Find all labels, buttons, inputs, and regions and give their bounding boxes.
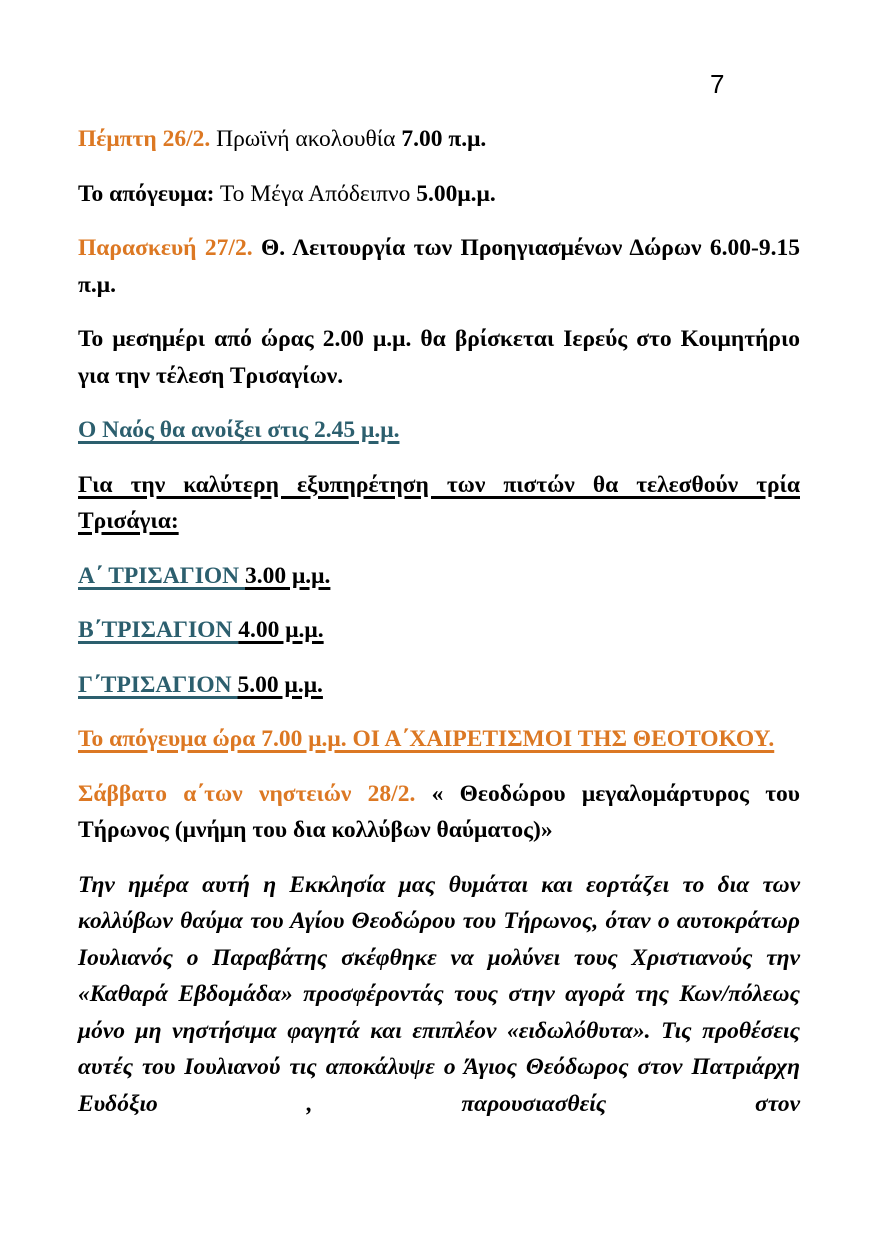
- entry-date-label: Πέμπτη 26/2.: [78, 126, 211, 152]
- document-body: [78, 121, 800, 1140]
- entry-thursday-26-2: [78, 121, 800, 158]
- page-number: 7: [710, 69, 725, 99]
- entry-time-value: 7.00 π.μ.: [401, 126, 487, 152]
- entry-text: Ο Ναός θα ανοίξει στις 2.45 μ.μ.: [78, 417, 400, 443]
- entry-time-value: 5.00μ.μ.: [416, 180, 496, 207]
- entry-text: Το απόγευμα ώρα 7.00 μ.μ. ΟΙ Α΄ΧΑΙΡΕΤΙΣΜΟΙ ΤΗΣ ΘΕΟΤΟΚΟΥ.: [78, 726, 775, 752]
- entry-service-text: Πρωϊνή ακολουθία: [210, 126, 402, 152]
- entry-text: Το μεσημέρι από ώρας 2.00 μ.μ. θα βρίσκεται Ιερεύς στο Κοιμητήριο για την τέλεση Τρισαγίων.: [78, 326, 800, 389]
- entry-date-label: Παρασκευή 27/2.: [78, 235, 253, 261]
- trisagion-label: Β΄ΤΡΙΣΑΓΙΟΝ: [78, 617, 239, 643]
- entry-salutations: [78, 721, 800, 758]
- entry-theodore-history: [78, 867, 800, 1123]
- entry-church-opening: [78, 412, 800, 449]
- trisagion-time-value: 5.00 μ.μ.: [237, 671, 323, 698]
- entry-trisagion-a: [78, 558, 800, 595]
- entry-text: Για την καλύτερη εξυπηρέτηση των πιστών θα τελεσθούν τρία Τρισάγια:: [78, 471, 800, 534]
- entry-feast-text: « Θεοδώρου μεγαλομάρτυρος του Τήρωνος (μνήμη του δια κολλύβων θαύματος)»: [78, 780, 800, 843]
- entry-text: Την ημέρα αυτή η Εκκλησία μας θυμάται και εορτάζει το δια των κολλύβων θαύμα του Αγίου Θεοδώρου του Τήρωνος, όταν ο αυτοκράτωρ Ιουλιανός ο Παραβάτης σκέφθηκε να μολύνει τους Χριστιανούς την «Καθαρά Εβδομάδα» προσφέροντάς τους στην αγορά της Κων/πόλεως μόνο μη νηστήσιμα φαγητά και επιπλέον «ειδωλόθυτα». Τις προθέσεις αυτές του Ιουλιανού τις αποκάλυψε ο Άγιος Θεόδωρος στον Πατριάρχη Ευδόξιο , παρουσιασθείς στον: [78, 871, 800, 1117]
- entry-friday-27-2: [78, 230, 800, 303]
- entry-service-text: Το Μέγα Απόδειπνο: [214, 180, 417, 207]
- trisagion-label: Γ΄ΤΡΙΣΑΓΙΟΝ: [78, 671, 238, 698]
- entry-label: Το απόγευμα:: [78, 180, 215, 207]
- entry-thursday-afternoon: [78, 176, 800, 213]
- trisagion-time-value: 4.00 μ.μ.: [238, 617, 324, 643]
- entry-friday-noon-cemetery: [78, 321, 800, 394]
- entry-trisagion-b: [78, 612, 800, 649]
- trisagion-time-value: 3.00 μ.μ.: [244, 562, 331, 589]
- entry-service-text: Θ. Λειτουργία των Προηγιασμένων Δώρων 6.00-9.15 π.μ.: [78, 235, 800, 298]
- entry-trisagion-c: [78, 667, 800, 704]
- trisagion-label: Α΄ ΤΡΙΣΑΓΙΟΝ: [78, 562, 245, 589]
- entry-date-label: Σάββατο α΄των νηστειών 28/2.: [78, 780, 416, 807]
- entry-saturday-28-2: [78, 776, 800, 849]
- entry-trisagia-intro: [78, 467, 800, 540]
